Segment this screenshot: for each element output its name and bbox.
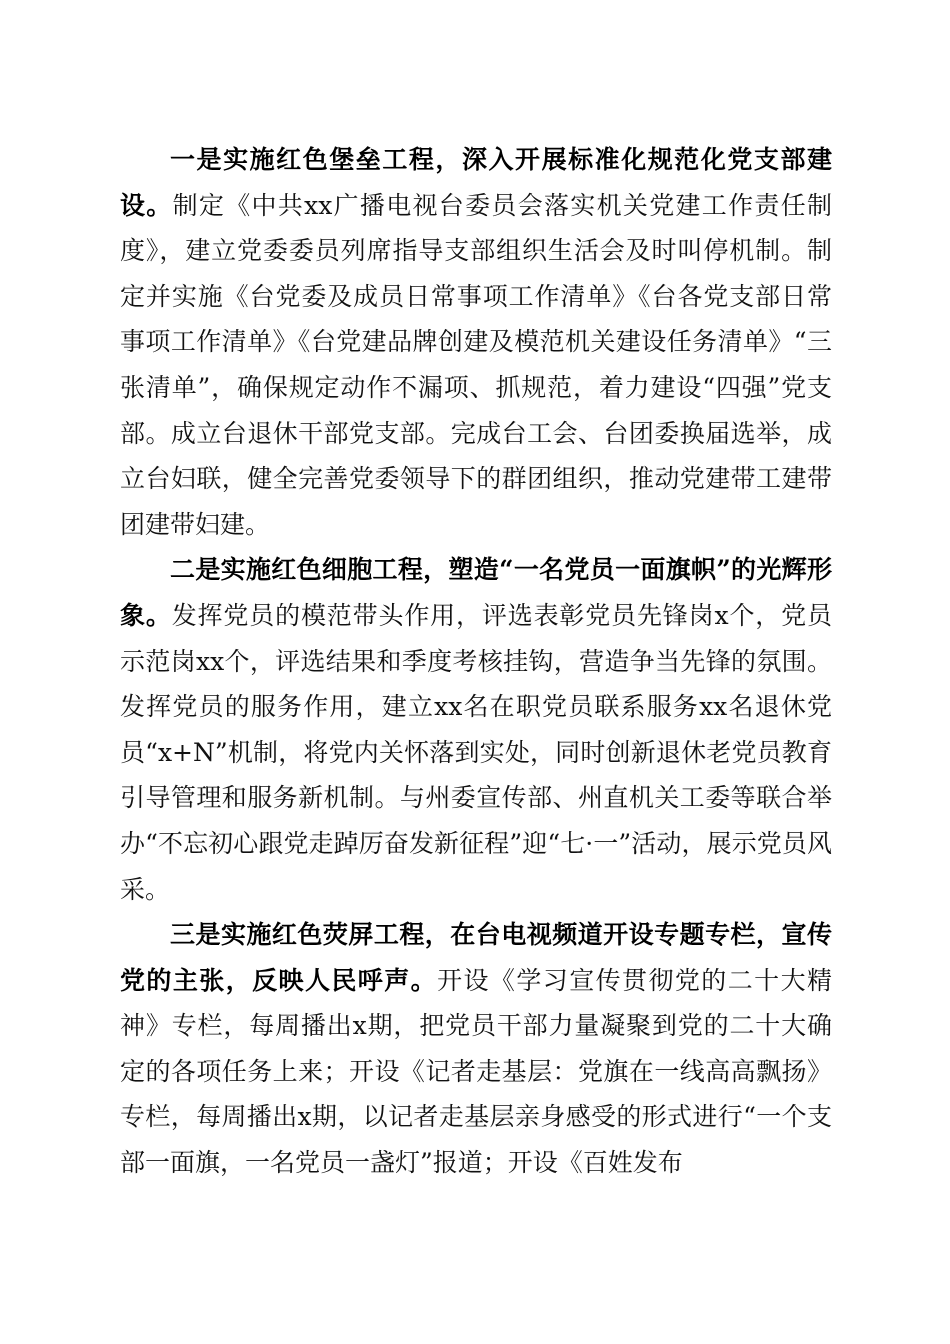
paragraph-3-heading: 三是实施红色荧屏工程，在台电视频道开设专题专栏，宣传党的主张，反映人民呼声。 [120, 920, 832, 995]
paragraph-2-heading: 二是实施红色细胞工程，塑造“一名党员一面旗帜”的光辉形象。 [120, 555, 832, 630]
paragraph-2-text: 发挥党员的模范带头作用，评选表彰党员先锋岗x个，党员示范岗xx个，评选结果和季度考核挂钩，营造争当先锋的氛围。发挥党员的服务作用，建立xx名在职党员联系服务xx名退休党员“x+N”机制，将党内关怀落到实处，同时创新退休老党员教育引导管理和服务新机制。与州委宣传部、州直机关工委等联合举办“不忘初心跟党走踔厉奋发新征程”迎“七·一”活动，展示党员风采。 [120, 600, 832, 904]
paragraph-3 [120, 912, 832, 1186]
paragraph-1-heading: 一是实施红色堡垒工程，深入开展标准化规范化党支部建设。 [120, 145, 832, 220]
document-body [120, 137, 832, 1186]
paragraph-1 [120, 137, 832, 547]
paragraph-1-text: 制定《中共xx广播电视台委员会落实机关党建工作责任制度》，建立党委委员列席指导支部组织生活会及时叫停机制。制定并实施《台党委及成员日常事项工作清单》《台各党支部日常事项工作清单》《台党建品牌创建及模范机关建设任务清单》“三张清单”，确保规定动作不漏项、抓规范，着力建设“四强”党支部。成立台退休干部党支部。完成台工会、台团委换届选举，成立台妇联，健全完善党委领导下的群团组织，推动党建带工建带团建带妇建。 [120, 190, 832, 539]
paragraph-3-text: 开设《学习宣传贯彻党的二十大精神》专栏，每周播出x期，把党员干部力量凝聚到党的二十大确定的各项任务上来；开设《记者走基层：党旗在一线高高飘扬》专栏，每周播出x期，以记者走基层亲身感受的形式进行“一个支部一面旗，一名党员一盏灯”报道；开设《百姓发布 [120, 965, 832, 1178]
paragraph-2 [120, 547, 832, 912]
